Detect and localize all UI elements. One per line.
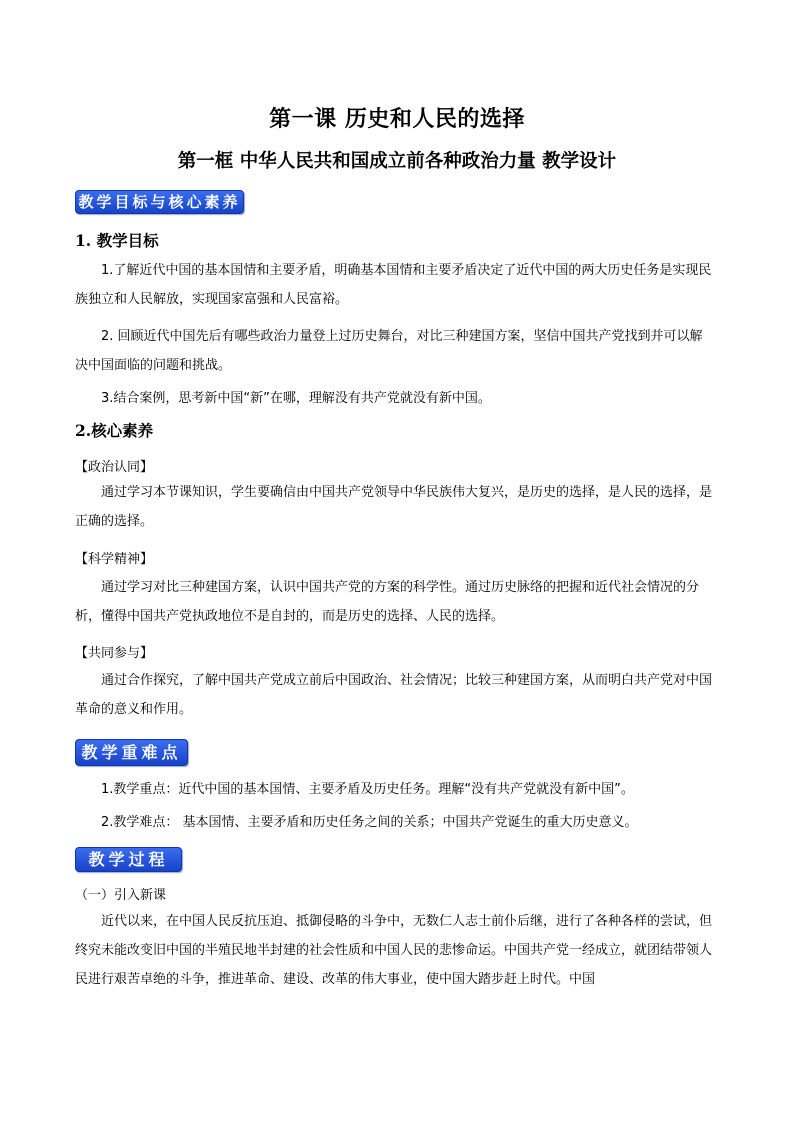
teaching-goals-heading: 1. 教学目标 [75, 231, 159, 250]
process-step-heading: （一）引入新课 [75, 888, 167, 903]
process-section-badge: 教学过程 [75, 847, 182, 872]
literacy-text-political: 通过学习本节课知识，学生要确信由中国共产党领导中华民族伟大复兴，是历史的选择，是人民的选择，是正确的选择。 [75, 485, 713, 529]
key-point-difficulty: 2.教学难点： 基本国情、主要矛盾和历史任务之间的关系；中国共产党诞生的重大历史意义。 [101, 815, 638, 830]
literacy-text-science: 通过学习对比三种建国方案，认识中国共产党的方案的科学性。通过历史脉络的把握和近代社会情况的分析，懂得中国共产党执政地位不是自封的，而是历史的选择、人民的选择。 [75, 580, 700, 624]
process-intro-text: 近代以来，在中国人民反抗压迫、抵御侵略的斗争中，无数仁人志士前仆后继，进行了各种各样的尝试，但终究未能改变旧中国的半殖民地半封建的社会性质和中国人民的悲惨命运。中国共产党一经成立，就团结带领人民进行艰苦卓绝的斗争，推进革命、建设、改革的伟大事业，使中国大踏步赶上时代。中国 [75, 914, 713, 987]
goal-item-1: 1.了解近代中国的基本国情和主要矛盾，明确基本国情和主要矛盾决定了近代中国的两大历史任务是实现民族独立和人民解放，实现国家富强和人民富裕。 [75, 263, 712, 307]
core-literacy-heading: 2.核心素养 [75, 421, 154, 440]
key-point-focus: 1.教学重点：近代中国的基本国情、主要矛盾及历史任务。理解“没有共产党就没有新中国”。 [101, 782, 634, 797]
goal-item-3: 3.结合案例，思考新中国“新”在哪，理解没有共产党就没有新中国。 [101, 391, 491, 406]
lesson-subtitle: 第一框 中华人民共和国成立前各种政治力量 教学设计 [177, 151, 617, 172]
literacy-label-science: 【科学精神】 [75, 552, 154, 567]
lesson-title: 第一课 历史和人民的选择 [269, 106, 525, 132]
literacy-text-participation: 通过合作探究，了解中国共产党成立前后中国政治、社会情况；比较三种建国方案，从而明白共产党对中国革命的意义和作用。 [75, 673, 713, 717]
goal-item-2: 2. 回顾近代中国先后有哪些政治力量登上过历史舞台，对比三种建国方案，坚信中国共产党找到并可以解决中国面临的问题和挑战。 [75, 329, 703, 373]
key-points-section-badge: 教学重难点 [75, 739, 188, 766]
literacy-label-participation: 【共同参与】 [75, 646, 154, 661]
objectives-section-badge: 教学目标与核心素养 [75, 190, 244, 214]
literacy-label-political: 【政治认同】 [75, 460, 154, 475]
